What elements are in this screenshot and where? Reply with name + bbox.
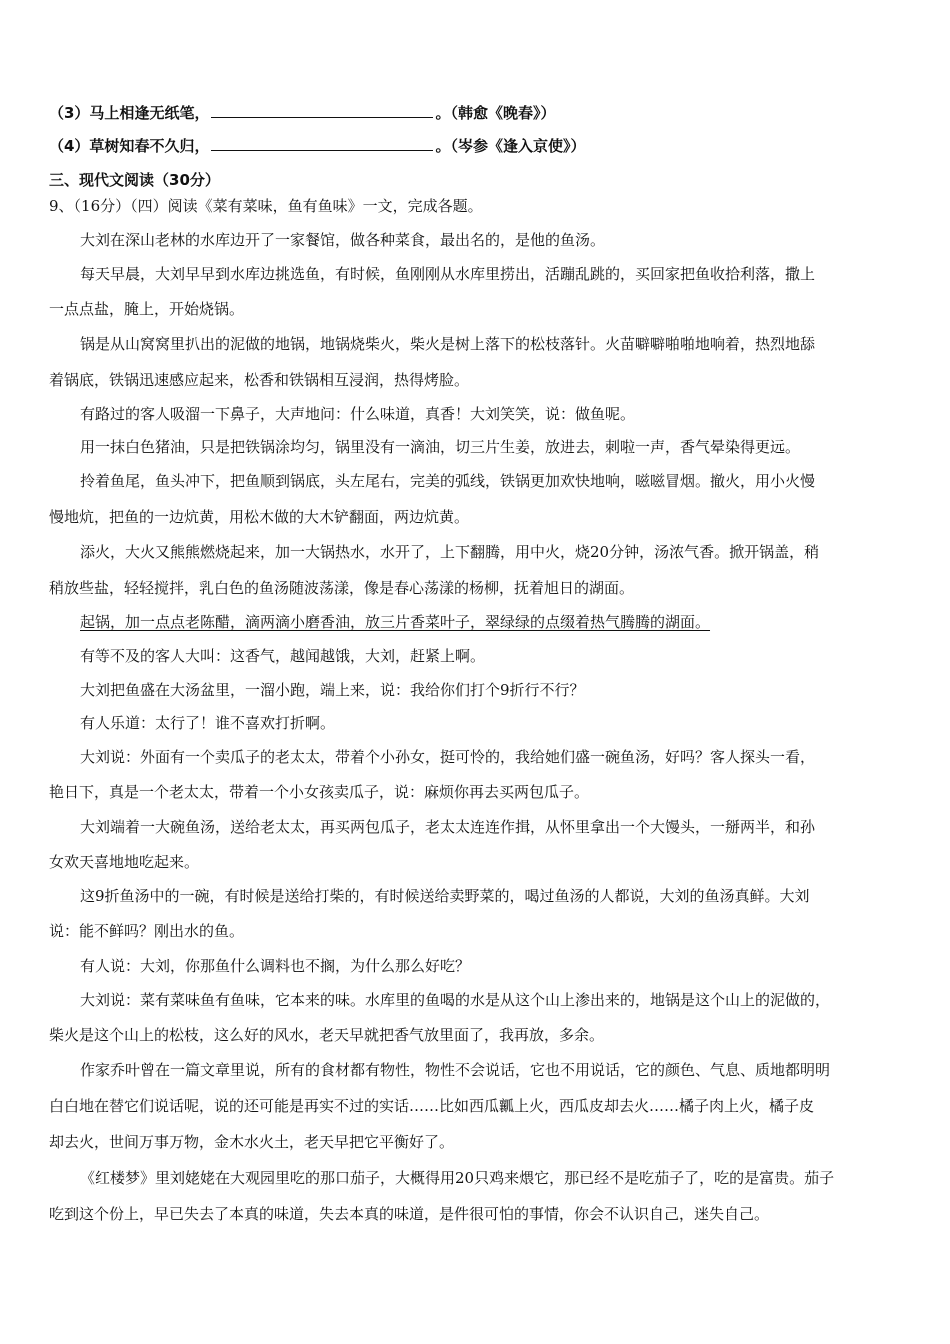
article-line: 大刘说：外面有一个卖瓜子的老太太，带着个小孙女，挺可怜的，我给她们盛一碗鱼汤，好吗？客人探头一看， — [80, 748, 816, 766]
article-line: 却去火，世间万事万物，金木水火土，老天早把它平衡好了。 — [49, 1133, 455, 1151]
poem-3-blank[interactable] — [211, 103, 433, 118]
article-line: 说：能不鲜吗？刚出水的鱼。 — [49, 922, 245, 940]
poem-4-prompt: （4）草树知春不久归， — [49, 137, 210, 155]
article-line: 有等不及的客人大叫：这香气，越闻越饿，大刘，赶紧上啊。 — [80, 647, 486, 665]
poem-4-blank[interactable] — [211, 136, 433, 151]
poem-line-4 — [49, 136, 585, 156]
poem-3-source: 。（韩愈《晚春》） — [435, 104, 556, 122]
article-line: 拎着鱼尾，鱼头冲下，把鱼顺到锅底，头左尾右，完美的弧线，铁锅更加欢快地响，嗞嗞冒烟。撤火，用小火慢 — [80, 472, 816, 490]
article-line: 作家乔叶曾在一篇文章里说，所有的食材都有物性，物性不会说话，它也不用说话，它的颜色、气息、质地都明明 — [80, 1061, 831, 1079]
article-line: 着锅底，铁锅迅速感应起来，松香和铁锅相互浸润，热得烤脸。 — [49, 371, 470, 389]
article-line: 吃到这个份上，早已失去了本真的味道，失去本真的味道，是件很可怕的事情，你会不认识自己，迷失自己。 — [49, 1205, 770, 1223]
poem-3-prompt: （3）马上相逢无纸笔， — [49, 104, 210, 122]
poem-line-3 — [49, 103, 555, 123]
article-line: 锅是从山窝窝里扒出的泥做的地锅，地锅烧柴火，柴火是树上落下的松枝落针。火苗噼噼啪啪地响着，热烈地舔 — [80, 335, 816, 353]
article-line: 稍放些盐，轻轻搅拌，乳白色的鱼汤随波荡漾，像是春心荡漾的杨柳，抚着旭日的湖面。 — [49, 579, 635, 597]
article-line: 大刘在深山老林的水库边开了一家餐馆，做各种菜食，最出名的，是他的鱼汤。 — [80, 231, 606, 249]
article-line: 有路过的客人吸溜一下鼻子，大声地问：什么味道，真香！大刘笑笑，说：做鱼呢。 — [80, 405, 636, 423]
article-line: 大刘说：菜有菜味鱼有鱼味，它本来的味。水库里的鱼喝的水是从这个山上渗出来的，地锅是这个山上的泥做的， — [80, 991, 831, 1009]
article-line: 用一抹白色猪油，只是把铁锅涂均匀，锅里没有一滴油，切三片生姜，放进去，刺啦一声，香气晕染得更远。 — [80, 438, 801, 456]
article-line: 艳日下，真是一个老太太，带着一个小女孩卖瓜子，说：麻烦你再去买两包瓜子。 — [49, 783, 590, 801]
article-line: 大刘把鱼盛在大汤盆里，一溜小跑，端上来，说：我给你们打个9折行不行？ — [80, 681, 585, 699]
article-line: 女欢天喜地地吃起来。 — [49, 853, 200, 871]
question-prompt: 9、（16分）（四）阅读《菜有菜味，鱼有鱼味》一文，完成各题。 — [49, 197, 483, 215]
article-line: 一点点盐，腌上，开始烧锅。 — [49, 300, 245, 318]
article-line: 柴火是这个山上的松枝，这么好的风水，老天早就把香气放里面了，我再放，多余。 — [49, 1026, 605, 1044]
article-line: 这9折鱼汤中的一碗，有时候是送给打柴的，有时候送给卖野菜的，喝过鱼汤的人都说，大刘的鱼汤真鲜。大刘 — [80, 887, 810, 905]
article-line: 有人乐道：太行了！谁不喜欢打折啊。 — [80, 714, 336, 732]
article-line: 慢地炕，把鱼的一边炕黄，用松木做的大木铲翻面，两边炕黄。 — [49, 508, 470, 526]
article-line: 添火，大火又熊熊燃烧起来，加一大锅热水，水开了，上下翻腾，用中火，烧20分钟，汤浓气香。掀开锅盖，稍 — [80, 543, 820, 561]
article-line: 每天早晨，大刘早早到水库边挑选鱼，有时候，鱼刚刚从水库里捞出，活蹦乱跳的，买回家把鱼收拾利落，撒上 — [80, 265, 816, 283]
article-line: 大刘端着一大碗鱼汤，送给老太太，再买两包瓜子，老太太连连作揖，从怀里拿出一个大馒头，一掰两半，和孙 — [80, 818, 816, 836]
poem-4-source: 。（岑参《逢入京使》） — [435, 137, 586, 155]
section-title: 三、现代文阅读（30分） — [49, 171, 220, 189]
article-line: 《红楼梦》里刘姥姥在大观园里吃的那口茄子，大概得用20只鸡来煨它，那已经不是吃茄子了，吃的是富贵。茄子 — [80, 1169, 835, 1187]
article-line: 白白地在替它们说话呢，说的还可能是再实不过的实话……比如西瓜瓤上火，西瓜皮却去火……橘子肉上火，橘子皮 — [49, 1097, 815, 1115]
article-line: 有人说：大刘，你那鱼什么调料也不搁，为什么那么好吃？ — [80, 957, 471, 975]
underlined-sentence: 起锅，加一点点老陈醋，滴两滴小磨香油，放三片香菜叶子，翠绿绿的点缀着热气腾腾的湖面。 — [80, 613, 711, 631]
